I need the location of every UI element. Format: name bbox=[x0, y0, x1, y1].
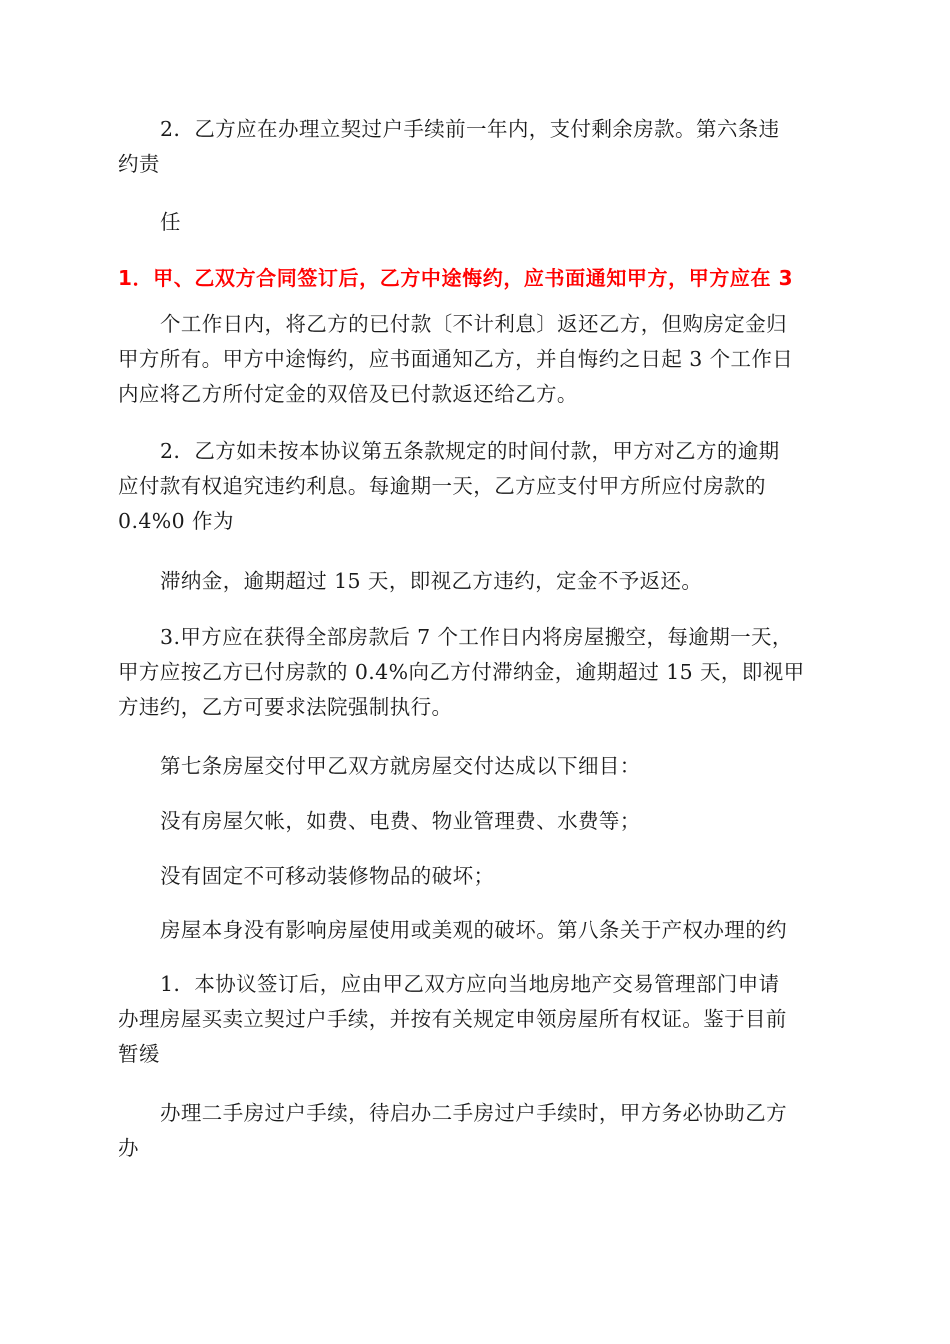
text-line: 房屋本身没有影响房屋使用或美观的破坏。第八条关于产权办理的约 bbox=[160, 918, 787, 942]
text-line: 3.甲方应在获得全部房款后 7 个工作日内将房屋搬空，每逾期一天， bbox=[160, 625, 793, 649]
text-line: 2．乙方如未按本协议第五条款规定的时间付款，甲方对乙方的逾期 bbox=[160, 439, 780, 463]
text-line: 1．本协议签订后，应由甲乙双方应向当地房地产交易管理部门申请 bbox=[160, 972, 780, 996]
text-line: 没有固定不可移动装修物品的破坏； bbox=[160, 864, 495, 888]
paragraph-article-eight bbox=[118, 913, 834, 948]
text-line: 内应将乙方所付定金的双倍及已付款返还给乙方。 bbox=[118, 382, 578, 406]
highlighted-clause bbox=[118, 261, 848, 296]
text-line: 没有房屋欠帐，如费、电费、物业管理费、水费等； bbox=[160, 809, 641, 833]
paragraph-no-arrears bbox=[118, 804, 834, 839]
paragraph-heading-continuation bbox=[118, 205, 834, 240]
text-line: 暂缓 bbox=[118, 1042, 160, 1066]
paragraph-no-damage-fixtures bbox=[118, 859, 834, 894]
text-line: 任 bbox=[160, 210, 181, 234]
paragraph-late-payment bbox=[118, 434, 834, 539]
text-line: 滞纳金，逾期超过 15 天，即视乙方违约，定金不予返还。 bbox=[160, 569, 703, 593]
paragraph-refund-terms bbox=[118, 307, 834, 412]
text-line: 约责 bbox=[118, 152, 160, 176]
text-line: 1．甲、乙双方合同签订后，乙方中途悔约，应书面通知甲方，甲方应在 3 bbox=[118, 266, 794, 290]
text-line: 第七条房屋交付甲乙双方就房屋交付达成以下细目： bbox=[160, 754, 641, 778]
text-line: 办 bbox=[118, 1136, 139, 1160]
text-line: 甲方应按乙方已付房款的 0.4%向乙方付滞纳金，逾期超过 15 天，即视甲 bbox=[118, 660, 805, 684]
text-line: 办理二手房过户手续，待启办二手房过户手续时，甲方务必协助乙方 bbox=[160, 1101, 787, 1125]
text-line: 应付款有权追究违约利息。每逾期一天，乙方应支付甲方所应付房款的 bbox=[118, 474, 766, 498]
text-line: 0.4%0 作为 bbox=[118, 509, 234, 533]
paragraph-article-seven bbox=[118, 749, 834, 784]
paragraph-payment-remaining bbox=[118, 112, 834, 182]
text-line: 2．乙方应在办理立契过户手续前一年内，支付剩余房款。第六条违 bbox=[160, 117, 780, 141]
paragraph-second-hand-transfer bbox=[118, 1096, 834, 1166]
paragraph-title-transfer bbox=[118, 967, 834, 1072]
text-line: 方违约，乙方可要求法院强制执行。 bbox=[118, 695, 453, 719]
paragraph-vacate-house bbox=[118, 620, 834, 725]
text-line: 办理房屋买卖立契过户手续，并按有关规定申领房屋所有权证。鉴于目前 bbox=[118, 1007, 787, 1031]
text-line: 个工作日内，将乙方的已付款〔不计利息〕返还乙方，但购房定金归 bbox=[160, 312, 787, 336]
text-line: 甲方所有。甲方中途悔约，应书面通知乙方，并自悔约之日起 3 个工作日 bbox=[118, 347, 794, 371]
paragraph-late-fee bbox=[118, 564, 834, 599]
